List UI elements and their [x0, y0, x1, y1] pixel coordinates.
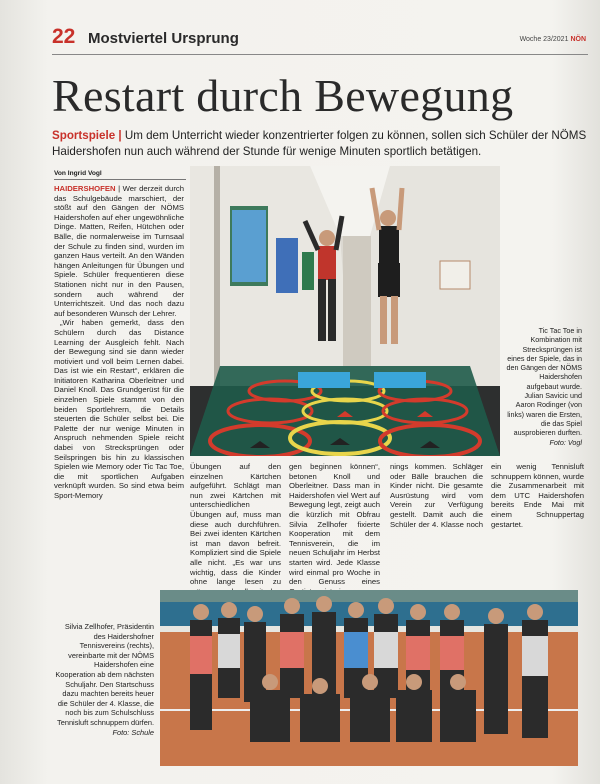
- tennis-group-photo: [160, 590, 578, 766]
- caption-text: Tic Tac Toe in Kombination mit Strecksprüngen ist eines der Spiele, das in den Gängen der NÖMS Haidershofen aufgebaut wurde. Julian Savicic und Aaron Rodinger (von links) waren die Ersten, die das Spiel ausprobieren durften.: [506, 326, 582, 438]
- tennis-photo-caption: [54, 622, 154, 737]
- page-header: [52, 25, 588, 55]
- column-2-text: Übungen auf den einzelnen Kärtchen aufgeführt. Schlägt man nun zwei Kärtchen mit unterschiedlichen Übungen auf, muss man diese auch durchführen. Bei zwei identen Kärtchen ist man davon befreit. Kompliziert sind die Spiele alle nicht. „Es war uns wichtig, dass die Kinder ohne lange lesen zu: [190, 462, 281, 587]
- paragraph-1: [54, 184, 184, 318]
- article-lead: [52, 128, 592, 160]
- hallway-photo-image: [190, 166, 500, 456]
- hallway-photo: [190, 166, 500, 456]
- paper-name: NÖN: [570, 36, 586, 43]
- article-column-2: [190, 462, 281, 606]
- section-title: Mostviertel Ursprung: [88, 30, 239, 47]
- issue-label: [520, 36, 586, 43]
- article-kicker: Sportspiele |: [52, 129, 122, 142]
- paragraph-2: „Wir haben gemerkt, dass den Schülern durch das Distance Learning der Ausgleich fehlt. Nach der Bewegung sind sie dann wieder motiviert und voll beim Lernen dabei. Das ist wie ein Restart“, erklären die Initiatoren Katharina Oberleitner und Daniel Knoll. Das Grundgerüst für die einzelnen Spiele stammt von den beiden Sportlehrern, die Details steuerten die Schüler selbst bei. Die Palette der nur wenige Minuten in Anspruch nehmenden Spiele reicht dabei von Strecksprüngen oder Seilspringen bis hin zu klassischen Spielen wie Memory oder Tic Tac Toe, die mit sportlichen Aufgaben verknüpft wurden. So sind etwa beim Sport-Memory: [54, 318, 184, 500]
- lead-text: Um dem Unterricht wieder konzentrierter folgen zu können, sollen sich Schüler der NÖMS Haidershofen nun auch während der Stunde für wenige Minuten sportlich betätigen.: [52, 129, 587, 158]
- caption-text: Silvia Zellhofer, Präsidentin des Haidershofner Tennisvereins (rechts), vereinbarte mit der NÖMS Haidershofen eine Kooperation ab dem nächsten Schuljahr. Den Startschuss dazu machten bereits heuer die Schüler der 4. Klasse, die noch bis zum Schulschluss Tennisluft schnuppern dürfen.: [55, 622, 154, 727]
- issue-week: Woche 23/2021: [519, 36, 569, 43]
- article-column-1: [54, 184, 184, 501]
- paragraph-1-text: | Wer derzeit durch das Schulgebäude marschiert, der stößt auf den Gängen der NÖMS Haidershofen auf eher ungewöhnliche Dinge. Matten, Reifen, Hütchen oder Bälle, die normalerweise im Turnsaal der Schule zu finden sind, wurden im ganzen Haus verteilt. An den Wänden hängen Anleitungen für Übungen und Spiele. Schüler frequentieren diese Stationen nicht nur in den Pausen, sondern auch während der Unterrichtszeit. Und das noch dazu auf besonderen Wunsch der Lehrer.: [54, 184, 184, 318]
- article-column-4: [390, 462, 584, 529]
- page-number: 22: [52, 25, 76, 48]
- photo-credit: Foto: Vogl: [549, 437, 582, 447]
- article-column-3: [289, 462, 380, 596]
- column-4-text: nings kommen. Schläger oder Bälle brauchen die Kinder nicht. Die gesamte Ausrüstung wird vom Verein zur Verfügung gestellt. Damit auch die Schüler der 4. Klasse noch ein wenig Tennisluft schnuppern können, wurde die Zusammenarbeit mit dem UTC Haidershofen bereits Ende Mai mit einem Schnuppertag gestartet.: [390, 462, 584, 529]
- byline: Von Ingrid Vogl: [54, 170, 186, 180]
- column-3-text: gen beginnen können“, betonen Knoll und Oberleitner. Dass man in Haidershofen viel Wert auf Bewegung legt, zeigt auch die kürzlich mit Obfrau Silvia Zellhofer fixierte Kooperation mit dem Tennisverein, die im neuen Schuljahr im Herbst starten wird. Jede Klasse wird einmal pro Woche in den Genuss eines: [289, 462, 380, 587]
- article-headline: Restart durch Bewegung: [52, 70, 514, 121]
- tennis-group-photo-image: [160, 590, 578, 766]
- photo-credit: Foto: Schule: [112, 727, 154, 737]
- dateline: HAIDERSHOFEN: [54, 184, 116, 193]
- article-body-columns: [190, 462, 584, 587]
- hallway-photo-caption: [506, 326, 582, 447]
